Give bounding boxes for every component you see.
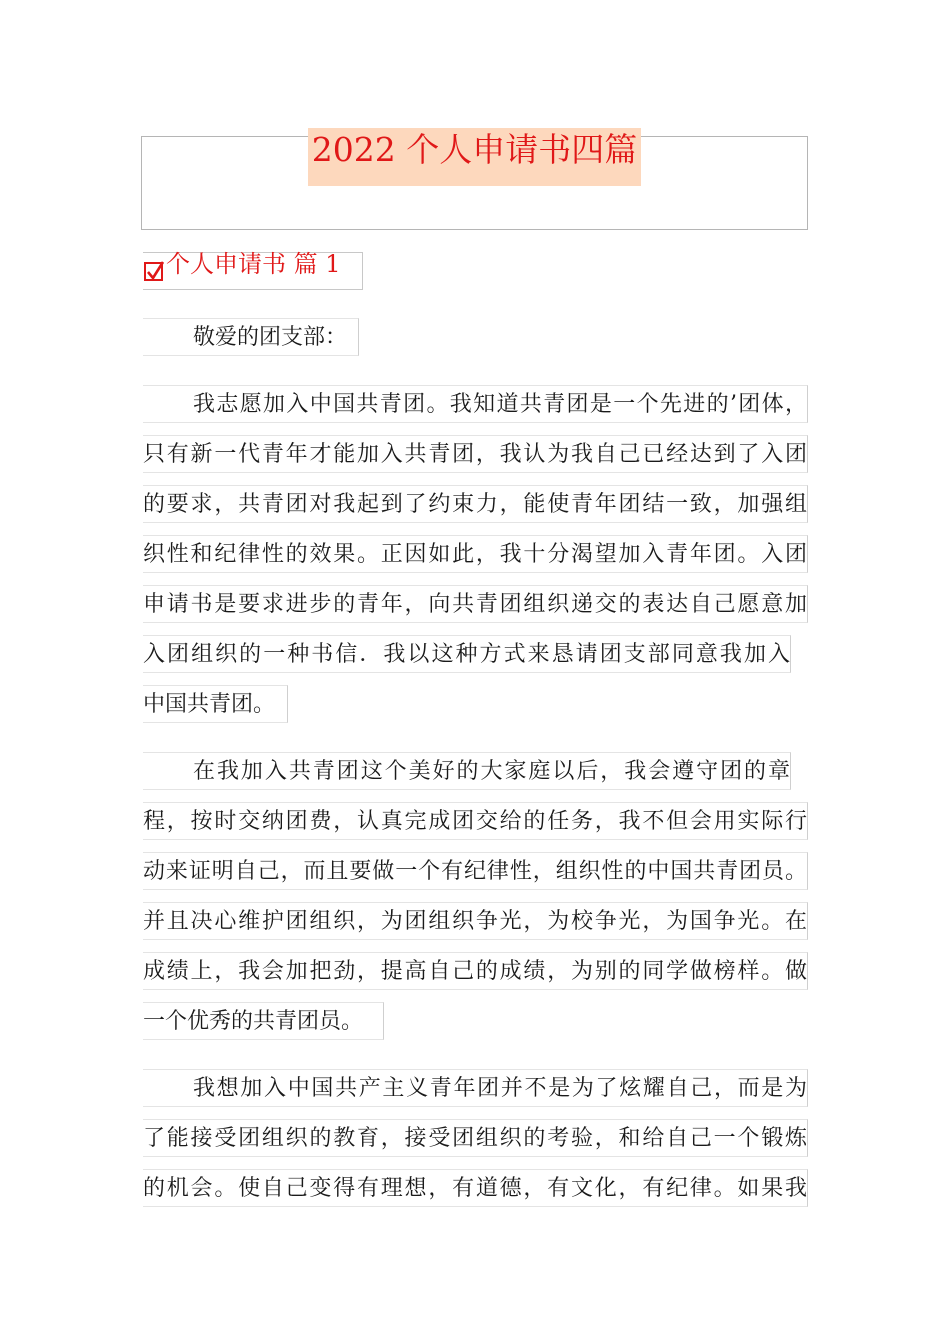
text-line: 的要求，共青团对我起到了约束力，能使青年团结一致，加强组 <box>143 485 808 523</box>
text-line: 程，按时交纳团费，认真完成团交给的任务，我不但会用实际行 <box>143 802 808 840</box>
text-line: 我想加入中国共产主义青年团并不是为了炫耀自己，而是为 <box>143 1069 808 1107</box>
text-line: 申请书是要求进步的青年，向共青团组织递交的表达自己愿意加 <box>143 585 808 623</box>
checkbox-checked-icon <box>144 262 163 281</box>
text-line: 成绩上，我会加把劲，提高自己的成绩，为别的同学做榜样。做 <box>143 952 808 990</box>
section-heading: 个人申请书 篇 1 <box>166 250 341 278</box>
text-line: 中国共青团。 <box>143 685 288 723</box>
text-line: 的机会。使自己变得有理想，有道德，有文化，有纪律。如果我 <box>143 1169 808 1207</box>
document-title: 2022 个人申请书四篇 <box>308 128 641 186</box>
salutation-line: 敬爱的团支部： <box>143 318 359 356</box>
text-line: 只有新一代青年才能加入共青团，我认为我自己已经达到了入团 <box>143 435 808 473</box>
text-line: 在我加入共青团这个美好的大家庭以后，我会遵守团的章 <box>143 752 791 790</box>
text-line: 动来证明自己，而且要做一个有纪律性，组织性的中国共青团员。 <box>143 852 808 890</box>
text-line: 并且决心维护团组织，为团组织争光，为校争光，为国争光。在 <box>143 902 808 940</box>
text-line: 了能接受团组织的教育，接受团组织的考验，和给自己一个锻炼 <box>143 1119 808 1157</box>
text-line: 我志愿加入中国共青团。我知道共青团是一个先进的’团体， <box>143 385 808 423</box>
text-line: 入团组织的一种书信．我以这种方式来恳请团支部同意我加入 <box>143 635 791 673</box>
text-line: 一个优秀的共青团员。 <box>143 1002 384 1040</box>
text-line: 织性和纪律性的效果。正因如此，我十分渴望加入青年团。入团 <box>143 535 808 573</box>
